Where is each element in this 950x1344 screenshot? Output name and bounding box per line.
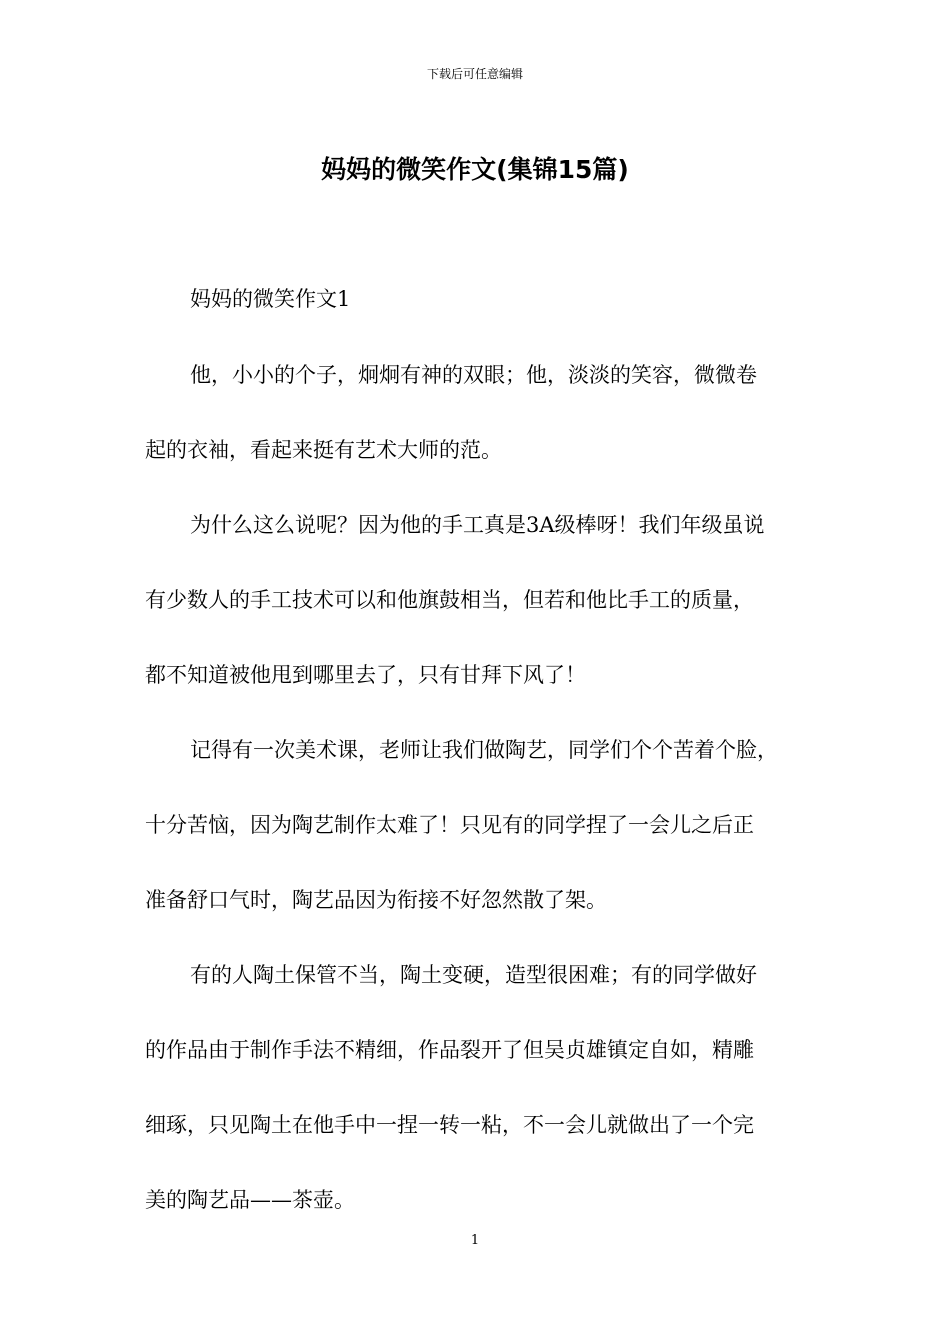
paragraph-line: 都不知道被他甩到哪里去了，只有甘拜下风了！ (145, 663, 586, 687)
paragraph-line: 他，小小的个子，炯炯有神的双眼；他，淡淡的笑容，微微卷 (190, 363, 757, 387)
article-body (145, 338, 825, 1238)
paragraph-line: 有少数人的手工技术可以和他旗鼓相当，但若和他比手工的质量， (145, 588, 754, 612)
paragraph-line: 细琢，只见陶土在他手中一捏一转一粘，不一会儿就做出了一个完 (145, 1113, 754, 1137)
paragraph-line: 的作品由于制作手法不精细，作品裂开了但吴贞雄镇定自如，精雕 (145, 1038, 754, 1062)
page-number: 1 (470, 1233, 480, 1248)
section-heading: 妈妈的微笑作文1 (190, 287, 351, 311)
header-note: 下载后可任意编辑 (426, 67, 523, 81)
paragraph-line: 为什么这么说呢？因为他的手工真是3A级棒呀！我们年级虽说 (190, 513, 765, 537)
paragraph-line: 起的衣袖，看起来挺有艺术大师的范。 (145, 438, 502, 462)
paragraph-line: 美的陶艺品——茶壶。 (145, 1188, 355, 1212)
paragraph-line: 记得有一次美术课，老师让我们做陶艺，同学们个个苦着个脸， (190, 738, 778, 762)
paragraph-line: 有的人陶土保管不当，陶土变硬，造型很困难；有的同学做好 (190, 963, 757, 987)
paragraph-line: 十分苦恼，因为陶艺制作太难了！只见有的同学捏了一会儿之后正 (145, 813, 754, 837)
paragraph-line: 准备舒口气时，陶艺品因为衔接不好忽然散了架。 (145, 888, 607, 912)
document-title: 妈妈的微笑作文(集锦15篇) (321, 155, 629, 184)
